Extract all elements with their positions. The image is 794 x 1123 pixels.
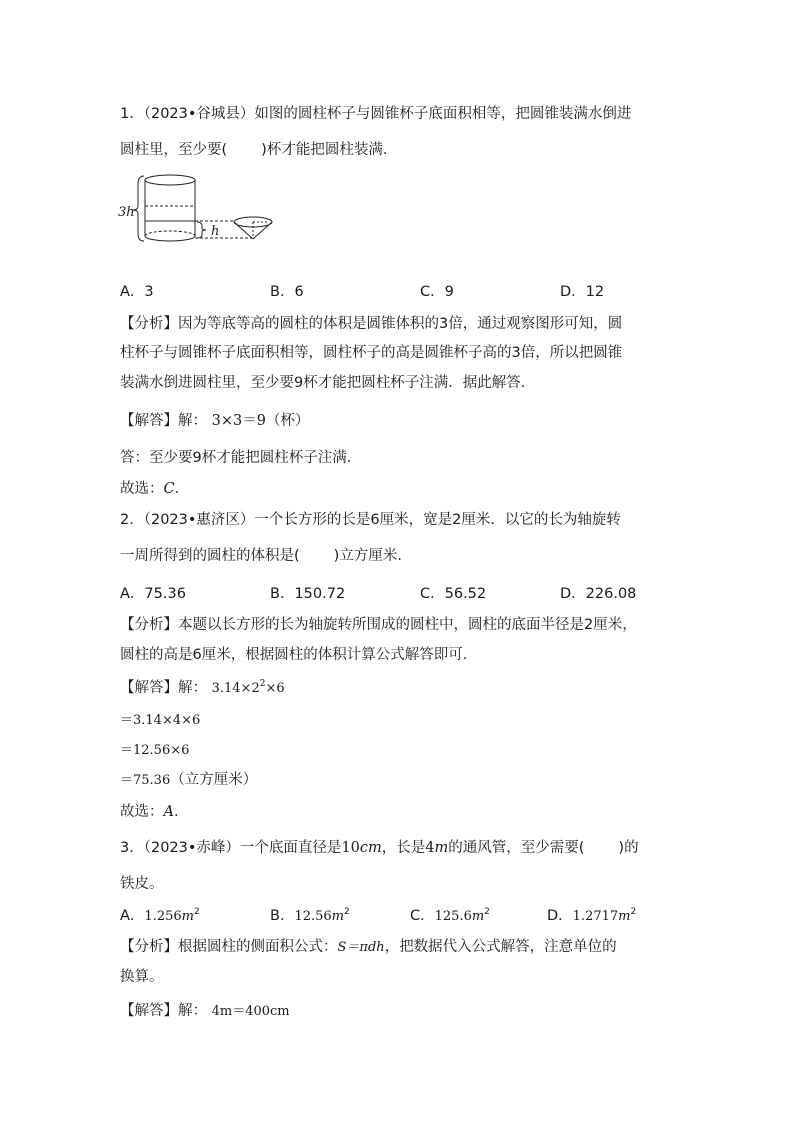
q2-step-2: ＝12.56×6 (120, 743, 190, 758)
q3-diameter-value: 10 (341, 840, 360, 856)
brace-h (197, 222, 206, 238)
q3-stem-h: )的 (618, 840, 639, 856)
label-3h: 3h (118, 205, 135, 220)
q3-analysis-line2: 换算。 (120, 969, 164, 985)
q1-option-d[interactable]: D．12 (560, 284, 605, 300)
q2-step-3 (120, 768, 257, 789)
q1-choice-letter: C (163, 481, 175, 497)
q3-option-a-exp: 2 (193, 907, 200, 917)
q3-option-c-label: C． (410, 908, 435, 924)
cylinder-cone-figure (118, 172, 288, 244)
q2-answer-expr-a: 3.14×2 (211, 681, 260, 696)
q1-option-a[interactable]: A．3 (120, 284, 154, 300)
q3-option-d-exp: 2 (630, 907, 637, 917)
q2-answer-expr-b: ×6 (265, 681, 285, 696)
q2-options (120, 582, 700, 603)
q3-option-d[interactable] (547, 904, 636, 925)
q2-analysis-line2: 圆柱的高是6厘米，根据圆柱的体积计算公式解答即可． (120, 647, 478, 663)
cylinder-shape (145, 175, 195, 241)
q3-option-b-value: 12.56 (294, 909, 332, 924)
q2-answer (120, 676, 285, 697)
q2-stem-line2-b: )立方厘米． (333, 548, 412, 564)
q2-choice-prefix: 故选： (120, 804, 164, 820)
q2-choice (120, 800, 188, 821)
q2-option-a[interactable]: A．75.36 (120, 586, 186, 602)
q3-analysis-a: 【分析】根据圆柱的侧面积公式： (120, 939, 338, 955)
q2-step-unit: （立方厘米） (170, 772, 258, 788)
q3-formula: S＝πdh (337, 940, 385, 955)
label-h: h (211, 224, 220, 239)
q1-choice-suffix: ． (174, 481, 190, 497)
q2-answer-expr (212, 681, 285, 696)
q2-stem-line1: 2．（2023•惠济区）一个长方形的长是6厘米，宽是2厘米．以它的长为轴旋转 (120, 512, 621, 528)
q3-option-b-label: B． (270, 908, 295, 924)
q2-stem-line2 (120, 544, 412, 565)
q3-diameter-unit: cm (359, 840, 382, 856)
q1-option-b[interactable]: B．6 (270, 284, 304, 300)
q2-step-3-value: ＝75.36 (120, 773, 171, 788)
q1-stem-line2-b: )杯才能把圆柱装满． (261, 142, 398, 158)
q2-choice-suffix: ． (173, 804, 189, 820)
q1-answer-label: 【解答】解： (120, 413, 207, 429)
q2-step-1: ＝3.14×4×6 (120, 713, 201, 728)
q3-option-d-label: D． (547, 908, 573, 924)
q3-option-b-unit: m (331, 909, 344, 924)
q2-option-c[interactable]: C．56.52 (420, 586, 487, 602)
q2-analysis-line1: 【分析】本题以长方形的长为轴旋转所围成的圆柱中，圆柱的底面半径是2厘米， (120, 617, 637, 633)
q3-option-b[interactable] (270, 904, 410, 925)
q3-option-c-exp: 2 (484, 907, 490, 917)
q1-answer (120, 409, 309, 430)
q3-length-unit: m (434, 840, 449, 856)
q3-option-a-label: A． (120, 908, 145, 924)
q3-stem-line1 (120, 836, 639, 857)
q3-option-c-unit: m (471, 909, 485, 924)
q3-option-a-value: 1.256 (144, 909, 182, 924)
figure-svg (118, 172, 288, 244)
q1-stem-line2-a: 圆柱里，至少要( (120, 142, 228, 158)
q3-answer-expr: 4m＝400cm (211, 1004, 290, 1019)
q3-option-a-unit: m (181, 909, 194, 924)
q1-reply: 答：至少要9杯才能把圆柱杯子注满． (120, 450, 362, 466)
q3-option-c[interactable] (410, 904, 547, 925)
q3-option-c-value: 125.6 (434, 909, 472, 924)
q2-option-d[interactable]: D．226.08 (560, 586, 637, 602)
q3-length-value: 4 (425, 840, 435, 856)
q2-answer-exponent: 2 (259, 679, 266, 689)
q1-answer-expr: 3×3＝9 (211, 413, 266, 429)
q2-option-b[interactable]: B．150.72 (270, 586, 346, 602)
cone-shape (234, 217, 272, 239)
q1-analysis-line1: 【分析】因为等底等高的圆柱的体积是圆锥体积的3倍，通过观察图形可知，圆 (120, 316, 623, 332)
q1-stem-line1: 1．（2023•谷城县）如图的圆柱杯子与圆锥杯子底面积相等，把圆锥装满水倒进 (120, 106, 632, 122)
q1-choice-prefix: 故选： (120, 481, 164, 497)
q1-stem-line2 (120, 138, 397, 159)
q3-analysis-b: ，把数据代入公式解答，注意单位的 (384, 939, 617, 955)
q3-answer (120, 999, 290, 1020)
q3-options (120, 904, 700, 925)
q1-answer-unit: （杯） (265, 413, 310, 429)
q1-option-c[interactable]: C．9 (420, 284, 454, 300)
q3-stem-g: 的通风管，至少需要( (448, 840, 585, 856)
q3-analysis-line1 (120, 935, 617, 956)
q2-stem-line2-a: 一周所得到的圆柱的体积是( (120, 548, 300, 564)
q2-answer-label: 【解答】解： (120, 680, 207, 696)
q1-analysis-line3: 装满水倒进圆柱里，至少要9杯才能把圆柱杯子注满．据此解答． (120, 375, 536, 391)
q2-choice-letter: A (163, 804, 174, 820)
q3-stem-line2: 铁皮。 (120, 876, 164, 892)
q1-choice (120, 477, 189, 498)
q1-analysis-line2: 柱杯子与圆锥杯子底面积相等，圆柱杯子的高是圆锥杯子高的3倍，所以把圆锥 (120, 345, 623, 361)
q3-option-b-exp: 2 (344, 907, 350, 917)
q3-option-d-unit: m (618, 909, 631, 924)
q3-stem-d: ，长是 (381, 840, 426, 856)
q3-option-a[interactable] (120, 904, 270, 925)
q3-option-d-value: 1.2717 (572, 909, 619, 924)
q3-answer-label: 【解答】解： (120, 1003, 207, 1019)
q1-options (120, 280, 700, 301)
q3-stem-a: 3．（2023•赤峰）一个底面直径是 (120, 840, 342, 856)
